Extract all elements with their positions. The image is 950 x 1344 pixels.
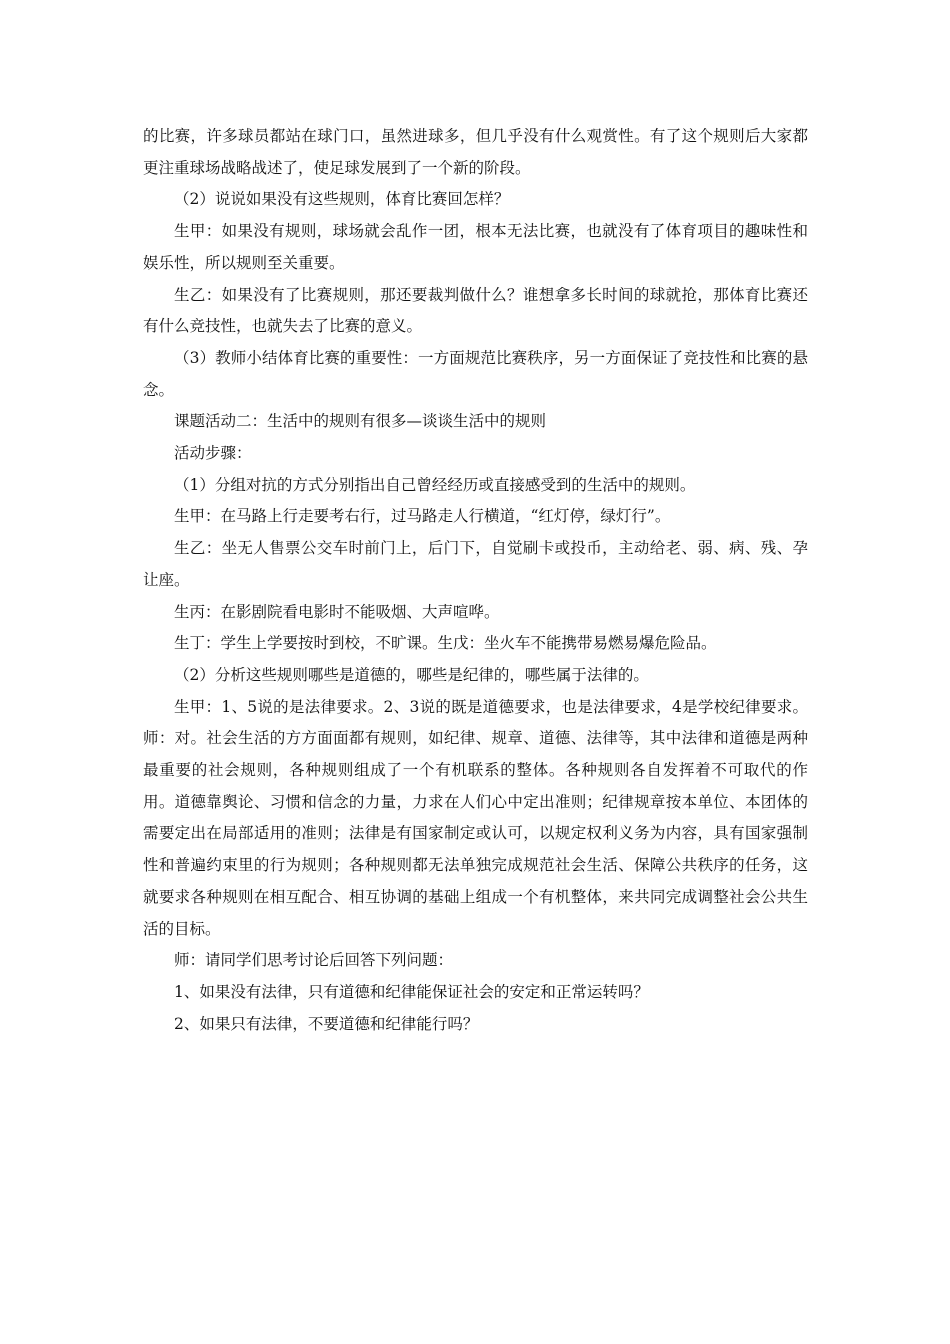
paragraph-12: 生丁：学生上学要按时到校，不旷课。生戊：坐火车不能携带易燃易爆危险品。 <box>174 634 717 653</box>
paragraph-3: 生甲：如果没有规则，球场就会乱作一团，根本无法比赛，也就没有了体育项目的趣味性和娱乐性，所以规则至关重要。 <box>143 222 808 272</box>
paragraph-4: 生乙：如果没有了比赛规则，那还要裁判做什么？谁想拿多长时间的球就抢，那体育比赛还有什么竞技性，也就失去了比赛的意义。 <box>143 285 808 336</box>
document-body <box>143 121 808 1040</box>
paragraph-9: 生甲：在马路上行走要考右行，过马路走人行横道，“红灯停，绿灯行”。 <box>174 507 671 526</box>
paragraph-17: 2、如果只有法律，不要道德和纪律能行吗？ <box>174 1014 479 1033</box>
paragraph-10: 生乙：坐无人售票公交车时前门上，后门下，自觉刷卡或投币，主动给老、弱、病、残、孕让座。 <box>143 539 808 589</box>
paragraph-11: 生丙：在影剧院看电影时不能吸烟、大声喧哗。 <box>174 602 500 621</box>
paragraph-8: （1）分组对抗的方式分别指出自己曾经经历或直接感受到的生活中的规则。 <box>174 475 696 494</box>
paragraph-16: 1、如果没有法律，只有道德和纪律能保证社会的安定和正常运转吗？ <box>174 982 649 1001</box>
paragraph-1: 的比赛，许多球员都站在球门口，虽然进球多，但几乎没有什么观赏性。有了这个规则后大家都更注重球场战略战述了，使足球发展到了一个新的阶段。 <box>143 127 808 177</box>
paragraph-5: （3）教师小结体育比赛的重要性：一方面规范比赛秩序，另一方面保证了竞技性和比赛的悬念。 <box>143 348 808 399</box>
paragraph-13: （2）分析这些规则哪些是道德的，哪些是纪律的，哪些属于法律的。 <box>174 665 649 684</box>
paragraph-7: 活动步骤： <box>174 444 252 463</box>
paragraph-15: 师：请同学们思考讨论后回答下列问题： <box>174 951 454 970</box>
paragraph-2: （2）说说如果没有这些规则，体育比赛回怎样？ <box>174 190 510 209</box>
paragraph-6: 课题活动二：生活中的规则有很多—谈谈生活中的规则 <box>174 412 547 431</box>
paragraph-14: 生甲：1、5说的是法律要求。2、3说的既是道德要求，也是法律要求，4是学校纪律要求。师：对。社会生活的方方面面都有规则，如纪律、规章、道德、法律等，其中法律和道德是两种最重要的社会规则，各种规则组成了一个有机联系的整体。各种规则各自发挥着不可取代的作用。道德靠舆论、习惯和信念的力量，力求在人们心中定出准则；纪律规章按本单位、本团体的需要定出在局部适用的准则；法律是有国家制定或认可，以规定权利义务为内容，具有国家强制性和普遍约束里的行为规则；各种规则都无法单独完成规范社会生活、保障公共秩序的任务，这就要求各种规则在相互配合、相互协调的基础上组成一个有机整体，来共同完成调整社会公共生活的目标。 <box>143 697 808 938</box>
